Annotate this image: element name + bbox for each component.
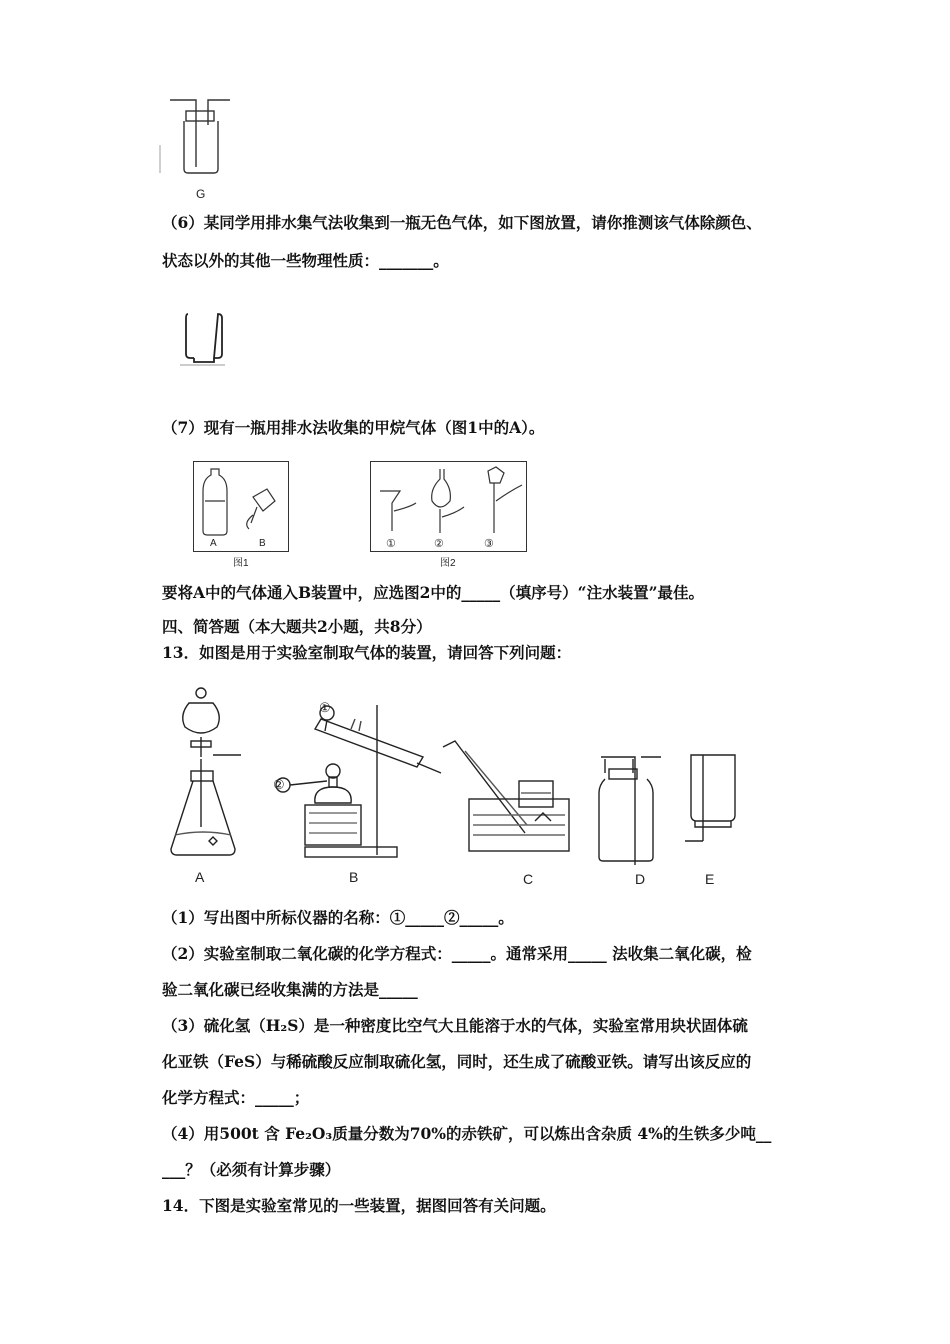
figure-2-caption: 图2 [440,558,456,569]
q7-line1: （7）现有一瓶用排水法收集的甲烷气体（图1中的A）。 [162,418,545,437]
q13-p2-line2: 验二氧化碳已经收集满的方法是_____ [162,980,418,999]
q13-label-c: C [523,871,534,887]
figure-1-drawing [193,461,290,553]
figure-1-label-a: A [210,538,217,549]
figure-1-label-b: B [259,538,266,549]
q13-p3-line1: （3）硫化氢（H₂S）是一种密度比空气大且能溶于水的气体，实验室常用块状固体硫 [162,1016,748,1035]
q13-label-e: E [705,871,715,887]
q13-p4-line2: ___？（必须有计算步骤） [162,1160,341,1179]
figure-2-label-2: ② [434,538,444,550]
q13-apparatus-drawing [165,685,765,890]
q13-label-a: A [195,869,205,885]
q13-marker-2: ② [273,777,285,792]
figure-2-label-3: ③ [484,538,494,550]
q14-intro: 14．下图是实验室常见的一些装置，据图回答有关问题。 [162,1196,556,1215]
figure-1-caption: 图1 [233,558,249,569]
q7-figure-1 [193,461,290,569]
inverted-bottle-drawing [180,310,225,368]
q13-label-d: D [635,871,646,887]
figure-inverted-gas-bottle [180,310,225,368]
q13-p4-line1: （4）用500t 含 Fe₂O₃质量分数为70%的赤铁矿，可以炼出含杂质 4%的生铁多少吨__ [162,1124,772,1143]
figure-g-gas-washing-bottle [158,95,238,205]
q13-intro: 13．如图是用于实验室制取气体的装置，请回答下列问题： [162,643,572,662]
q6-line2: 状态以外的其他一些物理性质：_______。 [162,251,449,270]
q13-p3-line2: 化亚铁（FeS）与稀硫酸反应制取硫化氢，同时，还生成了硫酸亚铁。请写出该反应的 [162,1052,752,1071]
figure-g-label: G [196,187,206,201]
section4-heading: 四、简答题（本大题共2小题，共8分） [162,617,432,636]
q13-p1: （1）写出图中所标仪器的名称：①_____②_____。 [162,908,514,927]
q13-label-b: B [349,869,359,885]
q6-line1: （6）某同学用排水集气法收集到一瓶无色气体，如下图放置，请你推测该气体除颜色、 [162,213,762,232]
q13-p3-line3: 化学方程式：_____； [162,1088,310,1107]
q13-marker-1: ① [319,700,331,715]
figure-2-label-1: ① [386,538,396,550]
q13-apparatus-figure [165,685,765,890]
q7-line2: 要将A中的气体通入B装置中，应选图2中的_____（填序号）“注水装置”最佳。 [162,583,704,602]
q13-p2-line1: （2）实验室制取二氧化碳的化学方程式：_____。通常采用_____ 法收集二氧化碳，检 [162,944,752,963]
q7-figure-2 [370,461,528,569]
